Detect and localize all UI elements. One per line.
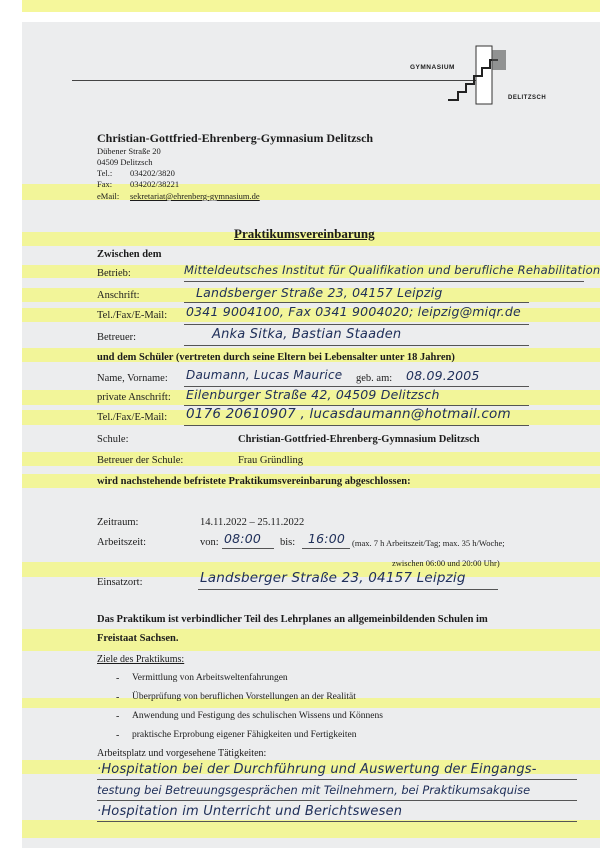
logo-rule — [72, 80, 492, 81]
hours-label: Arbeitszeit: — [97, 537, 146, 548]
period-value: 14.11.2022 – 25.11.2022 — [200, 517, 305, 528]
student-birth-value[interactable]: 08.09.2005 — [406, 368, 480, 383]
location-value[interactable]: Landsberger Straße 23, 04157 Leipzig — [200, 570, 466, 586]
betrieb-line — [184, 281, 584, 282]
school-fax: 034202/38221 — [130, 179, 180, 189]
student-contact-value[interactable]: 0176 20610907 , lucasdaumann@hotmail.com — [186, 406, 511, 422]
betrieb-supervisor-line — [184, 345, 529, 346]
goal-bullet: - — [116, 692, 120, 703]
mandatory-text-1: Das Praktikum ist verbindlicher Teil des Lehrplanes an allgemeinbildenden Schulen im — [97, 614, 488, 625]
location-label: Einsatzort: — [97, 577, 143, 588]
workplace-line[interactable]: ·Hospitation im Unterricht und Berichtswesen — [97, 804, 403, 819]
hours-from-label: von: — [200, 537, 219, 548]
hours-from-line — [222, 548, 274, 549]
workplace-line[interactable]: ·Hospitation bei der Durchführung und Auswertung der Eingangs- — [97, 762, 537, 777]
student-school-label: Schule: — [97, 434, 129, 445]
logo-bottom-text: DELITZSCH — [508, 95, 547, 101]
school-street: Dübener Straße 20 — [97, 146, 161, 156]
school-name: Christian-Gottfried-Ehrenberg-Gymnasium Delitzsch — [97, 131, 374, 145]
goal-bullet: - — [116, 673, 120, 684]
student-address-value[interactable]: Eilenburger Straße 42, 04509 Delitzsch — [186, 387, 440, 402]
goal-item: Anwendung und Festigung des schulischen Wissens und Könnens — [132, 711, 383, 721]
school-supervisor-label: Betreuer der Schule: — [97, 455, 184, 466]
hours-note: (max. 7 h Arbeitszeit/Tag; max. 35 h/Woche; — [352, 538, 505, 548]
hours-note-2: zwischen 06:00 und 20:00 Uhr) — [392, 558, 500, 568]
goal-bullet: - — [116, 711, 120, 722]
goal-bullet: - — [116, 730, 120, 741]
betrieb-value[interactable]: Mitteldeutsches Institut für Qualifikation und berufliche Rehabilitation — [184, 263, 601, 277]
logo-top-text: GYMNASIUM — [410, 64, 455, 71]
hours-from-value[interactable]: 08:00 — [224, 531, 262, 546]
goal-item: Vermittlung von Arbeitsweltenfahrungen — [132, 673, 288, 683]
school-city: 04509 Delitzsch — [97, 157, 153, 167]
highlight-band — [22, 820, 600, 838]
betrieb-address-value[interactable]: Landsberger Straße 23, 04157 Leipzig — [196, 285, 443, 300]
school-tel-label: Tel.: — [97, 168, 113, 178]
betrieb-contact-line — [184, 324, 529, 325]
student-contact-label: Tel./Fax/E-Mail: — [97, 412, 168, 423]
betrieb-label: Betrieb: — [97, 268, 131, 279]
school-email-label: eMail: — [97, 191, 120, 201]
betrieb-address-label: Anschrift: — [97, 290, 140, 301]
student-name-value[interactable]: Daumann, Lucas Maurice — [186, 368, 343, 382]
school-fax-label: Fax: — [97, 179, 113, 189]
goals-title: Ziele des Praktikums: — [97, 654, 185, 665]
hours-to-line — [302, 548, 350, 549]
agreement-line: wird nachstehende befristete Praktikumsvereinbarung abgeschlossen: — [97, 476, 411, 487]
hours-to-value[interactable]: 16:00 — [308, 531, 346, 546]
student-school-value: Christian-Gottfried-Ehrenberg-Gymnasium Delitzsch — [238, 434, 480, 445]
student-birth-label: geb. am: — [356, 373, 393, 384]
goal-item: Überprüfung von beruflichen Vorstellungen an der Realität — [132, 692, 356, 702]
betrieb-contact-label: Tel./Fax/E-Mail: — [97, 310, 168, 321]
workplace-rule — [97, 800, 577, 801]
student-address-label: private Anschrift: — [97, 392, 171, 403]
student-intro: und dem Schüler (vertreten durch seine Eltern bei Lebensalter unter 18 Jahren) — [97, 352, 455, 363]
hours-to-label: bis: — [280, 537, 296, 548]
workplace-line[interactable]: testung bei Betreuungsgesprächen mit Teilnehmern, bei Praktikumsakquise — [97, 783, 531, 797]
betrieb-supervisor-value[interactable]: Anka Sitka, Bastian Staaden — [212, 327, 402, 342]
workplace-rule — [97, 821, 577, 822]
school-email-link[interactable]: sekretariat@ehrenberg-gymnasium.de — [130, 191, 260, 201]
school-tel: 034202/3820 — [130, 168, 175, 178]
betrieb-contact-value[interactable]: 0341 9004100, Fax 0341 9004020; leipzig@miqr.de — [186, 304, 521, 319]
betrieb-supervisor-label: Betreuer: — [97, 332, 137, 343]
between-label: Zwischen dem — [97, 249, 162, 260]
page-title: Praktikumsvereinbarung — [234, 226, 375, 241]
betrieb-address-line — [184, 302, 529, 303]
period-label: Zeitraum: — [97, 517, 139, 528]
school-supervisor-value: Frau Gründling — [238, 455, 304, 466]
student-name-label: Name, Vorname: — [97, 373, 168, 384]
goal-item: praktische Erprobung eigener Fähigkeiten und Fertigkeiten — [132, 730, 357, 740]
workplace-label: Arbeitsplatz und vorgesehene Tätigkeiten: — [97, 748, 267, 759]
location-line — [198, 589, 498, 590]
mandatory-text-2: Freistaat Sachsen. — [97, 633, 179, 644]
workplace-rule — [97, 779, 577, 780]
student-contact-line — [184, 425, 529, 426]
highlight-band — [22, 0, 600, 12]
